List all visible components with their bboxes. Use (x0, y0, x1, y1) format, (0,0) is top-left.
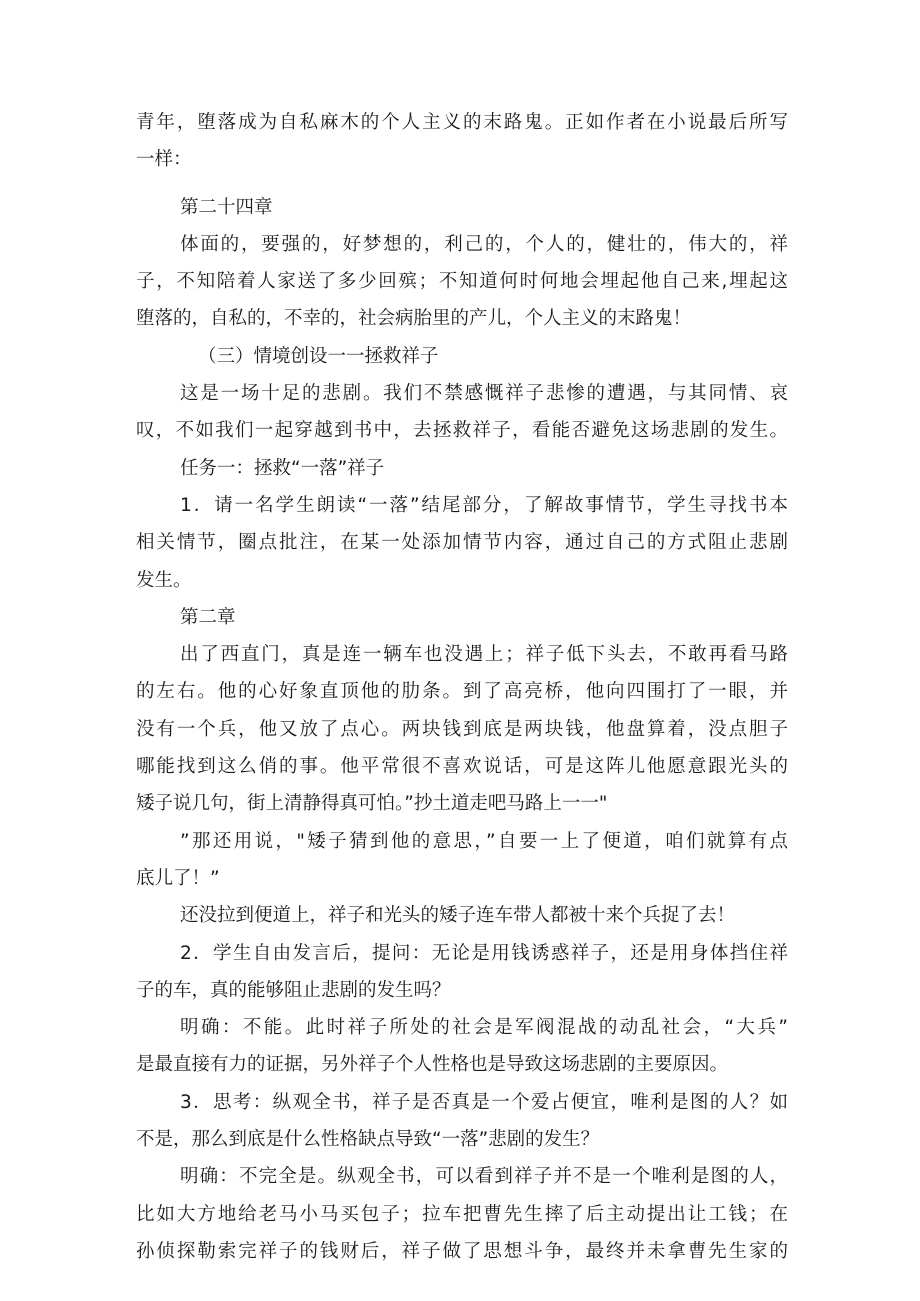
chapter-heading: 第二十四章 (180, 196, 273, 218)
text-line: 堕落的，自私的，不幸的，社会病胎里的产儿，个人主义的末路鬼！ (136, 308, 692, 330)
section-heading: （三）情境创设一一拯救祥子 (198, 345, 439, 367)
text-line: 明确：不能。此时祥子所处的社会是军阀混战的动乱社会，“大兵” (180, 1017, 788, 1039)
text-line: 子，不知陪着人家送了多少回殡；不知道何时何地会埋起他自己来,埋起这 (136, 271, 788, 293)
text-line: 比如大方地给老马小马买包子；拉车把曹先生摔了后主动提出让工钱；在 (136, 1203, 788, 1225)
text-line: 青年，堕落成为自私麻木的个人主义的末路鬼。正如作者在小说最后所写 (136, 112, 788, 133)
text-line: 子的车，真的能够阻止悲剧的发生吗？ (136, 979, 451, 1001)
text-line: 矮子说几句，街上清静得真可怕。”抄土道走吧马路上一一" (136, 793, 608, 815)
text-line: 还没拉到便道上，祥子和光头的矮子连车带人都被十来个兵捉了去！ (180, 905, 736, 927)
text-line: 的左右。他的心好象直顶他的肋条。到了高亮桥，他向四围打了一眼，并 (136, 681, 788, 703)
text-line: 发生。 (136, 569, 192, 591)
text-line: 体面的，要强的，好梦想的，利己的，个人的，健壮的，伟大的，祥 (180, 233, 788, 255)
text-line: 2．学生自由发言后，提问：无论是用钱诱惑祥子，还是用身体挡住祥 (180, 942, 788, 964)
text-line: 叹，不如我们一起穿越到书中，去拯救祥子，看能否避免这场悲剧的发生。 (136, 420, 788, 442)
chapter-heading: 第二章 (180, 606, 236, 628)
text-line: 底儿了！” (136, 867, 220, 889)
text-line: 没有一个兵，他又放了点心。两块钱到底是两块钱，他盘算着，没点胆子 (136, 718, 788, 740)
text-line: 是最直接有力的证据，另外祥子个人性格也是导致这场悲剧的主要原因。 (136, 1054, 729, 1076)
task-heading: 任务一：拯救“一落”祥子 (180, 457, 385, 479)
text-line: 3．思考：纵观全书，祥子是否真是一个爱占便宜，唯利是图的人？如 (180, 1091, 788, 1113)
text-line: ”那还用说，"矮子猜到他的意思，”自要一上了便道，咱们就算有点 (180, 830, 788, 852)
text-line: 哪能找到这么俏的事。他平常很不喜欢说话，可是这阵儿他愿意跟光头的 (136, 756, 788, 778)
text-column (136, 104, 788, 1270)
text-line: 明确：不完全是。纵观全书，可以看到祥子并不是一个唯利是图的人， (180, 1166, 788, 1188)
text-line: 一样： (136, 149, 192, 171)
text-line: 不是，那么到底是什么性格缺点导致“一落”悲剧的发生？ (136, 1129, 600, 1151)
text-line: 相关情节，圈点批注，在某一处添加情节内容，通过自己的方式阻止悲剧 (136, 532, 788, 554)
text-line: 出了西直门，真是连一辆车也没遇上；祥子低下头去，不敢再看马路 (180, 644, 788, 666)
text-line: 孙侦探勒索完祥子的钱财后，祥子做了思想斗争，最终并未拿曹先生家的 (136, 1240, 788, 1262)
text-line: 1．请一名学生朗读“一落”结尾部分，了解故事情节，学生寻找书本 (180, 494, 788, 516)
text-line: 这是一场十足的悲剧。我们不禁感慨祥子悲惨的遭遇，与其同情、哀 (180, 383, 788, 405)
